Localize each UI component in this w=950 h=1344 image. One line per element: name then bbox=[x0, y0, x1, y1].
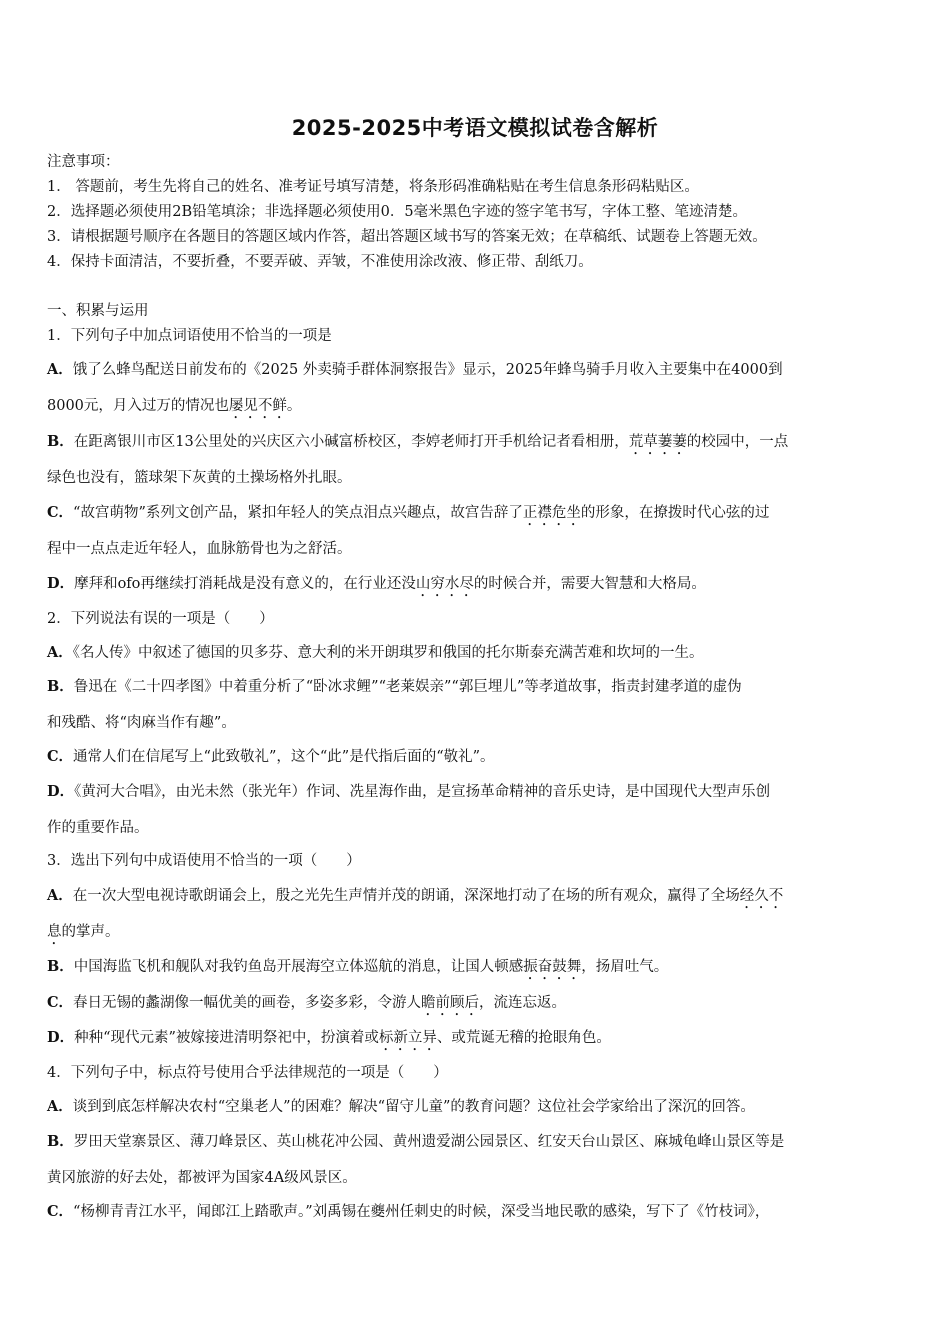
option-label: A． bbox=[47, 644, 73, 661]
q1-option-b-line2: 绿色也没有，篮球架下灰黄的土操场格外扎眼。 bbox=[47, 470, 352, 486]
section-heading: 一、积累与运用 bbox=[47, 303, 149, 319]
option-text: 在距离银川市区13公里处的兴庆区六小碱富桥校区，李婷老师打开手机给记者看相册， bbox=[73, 434, 629, 450]
option-text: 《名人传》中叙述了德国的贝多芬、意大利的米开朗琪罗和俄国的托尔斯泰充满苦难和坎坷的一生。 bbox=[72, 645, 704, 661]
q1-option-c-line2: 程中一点点走近年轻人，血脉筋骨也为之舒活。 bbox=[47, 541, 352, 557]
option-text: 春日无锡的蠡湖像一幅优美的画卷，多姿多彩，令游人 bbox=[73, 995, 422, 1011]
option-label: A． bbox=[47, 361, 73, 378]
notice-item-4: 4．保持卡面清洁，不要折叠，不要弄破、弄皱，不准使用涂改液、修正带、刮纸刀。 bbox=[47, 254, 593, 270]
option-text: 饿了么蜂鸟配送日前发布的《2025 外卖骑手群体洞察报告》显示，2025年蜂鸟骑手月收入主要集中在4000到 bbox=[72, 362, 783, 378]
q3-option-a-line2 bbox=[47, 922, 907, 948]
dotted-phrase: 经久不 bbox=[739, 888, 784, 904]
option-text: 8000元，月入过万的情况也 bbox=[47, 398, 229, 414]
q3-option-a bbox=[47, 886, 907, 912]
option-label: C． bbox=[47, 748, 74, 765]
option-label: B． bbox=[47, 678, 74, 695]
q1-option-c bbox=[47, 503, 907, 529]
dotted-phrase: 屡见不鲜 bbox=[228, 398, 287, 414]
option-text: “杨柳青青江水平，闻郎江上踏歌声。”刘禹锡在夔州任刺史的时候，深受当地民歌的感染，写下了《竹枝词》， bbox=[73, 1204, 770, 1220]
q2-stem: 2．下列说法有误的一项是（ ） bbox=[47, 611, 274, 627]
q1-option-a-line2 bbox=[47, 396, 907, 422]
notice-item-1: 1． 答题前，考生先将自己的姓名、准考证号填写清楚，将条形码准确粘贴在考生信息条形码粘贴区。 bbox=[47, 179, 699, 195]
q1-stem: 1．下列句子中加点词语使用不恰当的一项是 bbox=[47, 328, 332, 344]
option-label: B． bbox=[47, 433, 74, 450]
q1-option-d bbox=[47, 574, 907, 600]
dotted-phrase: 标新立异 bbox=[378, 1030, 437, 1046]
q2-option-a bbox=[47, 643, 907, 663]
option-label: C． bbox=[47, 504, 74, 521]
option-text: ，扬眉吐气。 bbox=[581, 959, 669, 975]
option-text: 种种“现代元素”被嫁接进清明祭祀中，扮演着或 bbox=[74, 1030, 379, 1046]
option-text: 罗田天堂寨景区、薄刀峰景区、英山桃花冲公园、黄州遗爱湖公园景区、红安天台山景区、麻城龟峰山景区等是 bbox=[73, 1134, 785, 1150]
q1-option-b bbox=[47, 432, 907, 458]
dotted-phrase: 振奋鼓舞 bbox=[523, 959, 582, 975]
option-text: 的掌声。 bbox=[61, 924, 120, 940]
option-label: B． bbox=[47, 958, 74, 975]
dotted-phrase: 息 bbox=[47, 924, 62, 940]
option-text: 摩拜和ofo再继续打消耗战是没有意义的，在行业还没 bbox=[74, 576, 416, 592]
q2-option-d-line2: 作的重要作品。 bbox=[47, 820, 149, 836]
option-label: A． bbox=[47, 1098, 73, 1115]
q4-stem: 4．下列句子中，标点符号使用合乎法律规范的一项是（ ） bbox=[47, 1065, 448, 1081]
option-text: 。 bbox=[286, 398, 302, 414]
q3-option-c bbox=[47, 993, 907, 1019]
option-text: 通常人们在信尾写上“此致敬礼”，这个“此”是代指后面的“敬礼”。 bbox=[73, 749, 495, 765]
option-label: C． bbox=[47, 994, 74, 1011]
dotted-phrase: 正襟危坐 bbox=[522, 505, 581, 521]
dotted-phrase: 瞻前顾后 bbox=[421, 995, 480, 1011]
q3-option-b bbox=[47, 957, 907, 983]
option-text: 的形象，在撩拨时代心弦的过 bbox=[580, 505, 770, 521]
notice-heading: 注意事项： bbox=[47, 154, 120, 170]
notice-item-3: 3．请根据题号顺序在各题目的答题区域内作答，超出答题区域书写的答案无效；在草稿纸、试题卷上答题无效。 bbox=[47, 229, 767, 245]
option-text: 鲁迅在《二十四孝图》中着重分析了“卧冰求鲤”“老莱娱亲”“郭巨埋儿”等孝道故事，指责封建孝道的虚伪 bbox=[73, 679, 742, 695]
option-label: B． bbox=[47, 1133, 74, 1150]
option-text: 《黄河大合唱》，由光未然（张光年）作词、冼星海作曲，是宣扬革命精神的音乐史诗，是中国现代大型声乐创 bbox=[74, 784, 771, 800]
dotted-phrase: 荒草萋萋 bbox=[628, 434, 687, 450]
q2-option-c bbox=[47, 747, 907, 767]
dotted-phrase: 山穷水尽 bbox=[415, 576, 474, 592]
option-text: 谈到到底怎样解决农村“空巢老人”的困难？解决“留守儿童”的教育问题？这位社会学家给出了深沉的回答。 bbox=[72, 1099, 755, 1115]
q4-option-a bbox=[47, 1097, 907, 1117]
option-text: 在一次大型电视诗歌朗诵会上，殷之光先生声情并茂的朗诵，深深地打动了在场的所有观众，赢得了全场 bbox=[72, 888, 740, 904]
q4-option-b-line2: 黄冈旅游的好去处，都被评为国家4A级风景区。 bbox=[47, 1170, 357, 1186]
option-text: ，流连忘返。 bbox=[479, 995, 567, 1011]
option-label: D． bbox=[47, 575, 75, 592]
q4-option-b bbox=[47, 1132, 907, 1152]
q3-option-d bbox=[47, 1028, 907, 1054]
q4-option-c bbox=[47, 1202, 907, 1222]
q2-option-b bbox=[47, 677, 907, 697]
notice-item-2: 2．选择题必须使用2B铅笔填涂；非选择题必须使用0．5毫米黑色字迹的签字笔书写，字体工整、笔迹清楚。 bbox=[47, 204, 748, 220]
option-label: C． bbox=[47, 1203, 74, 1220]
option-text: 、或荒诞无稽的抢眼角色。 bbox=[436, 1030, 611, 1046]
q2-option-d bbox=[47, 782, 907, 802]
option-label: D． bbox=[47, 1029, 75, 1046]
option-text: “故宫萌物”系列文创产品，紧扣年轻人的笑点泪点兴趣点，故宫告辞了 bbox=[73, 505, 523, 521]
q3-stem: 3．选出下列句中成语使用不恰当的一项（ ） bbox=[47, 853, 361, 869]
q1-option-a bbox=[47, 360, 907, 380]
page-title: 2025-2025中考语文模拟试卷含解析 bbox=[291, 116, 659, 140]
q2-option-b-line2: 和残酷、将“肉麻当作有趣”。 bbox=[47, 715, 236, 731]
option-text: 的校园中，一点 bbox=[686, 434, 789, 450]
option-text: 的时候合并，需要大智慧和大格局。 bbox=[473, 576, 706, 592]
option-text: 中国海监飞机和舰队对我钓鱼岛开展海空立体巡航的消息，让国人顿感 bbox=[73, 959, 524, 975]
option-label: D． bbox=[47, 783, 75, 800]
option-label: A． bbox=[47, 887, 73, 904]
